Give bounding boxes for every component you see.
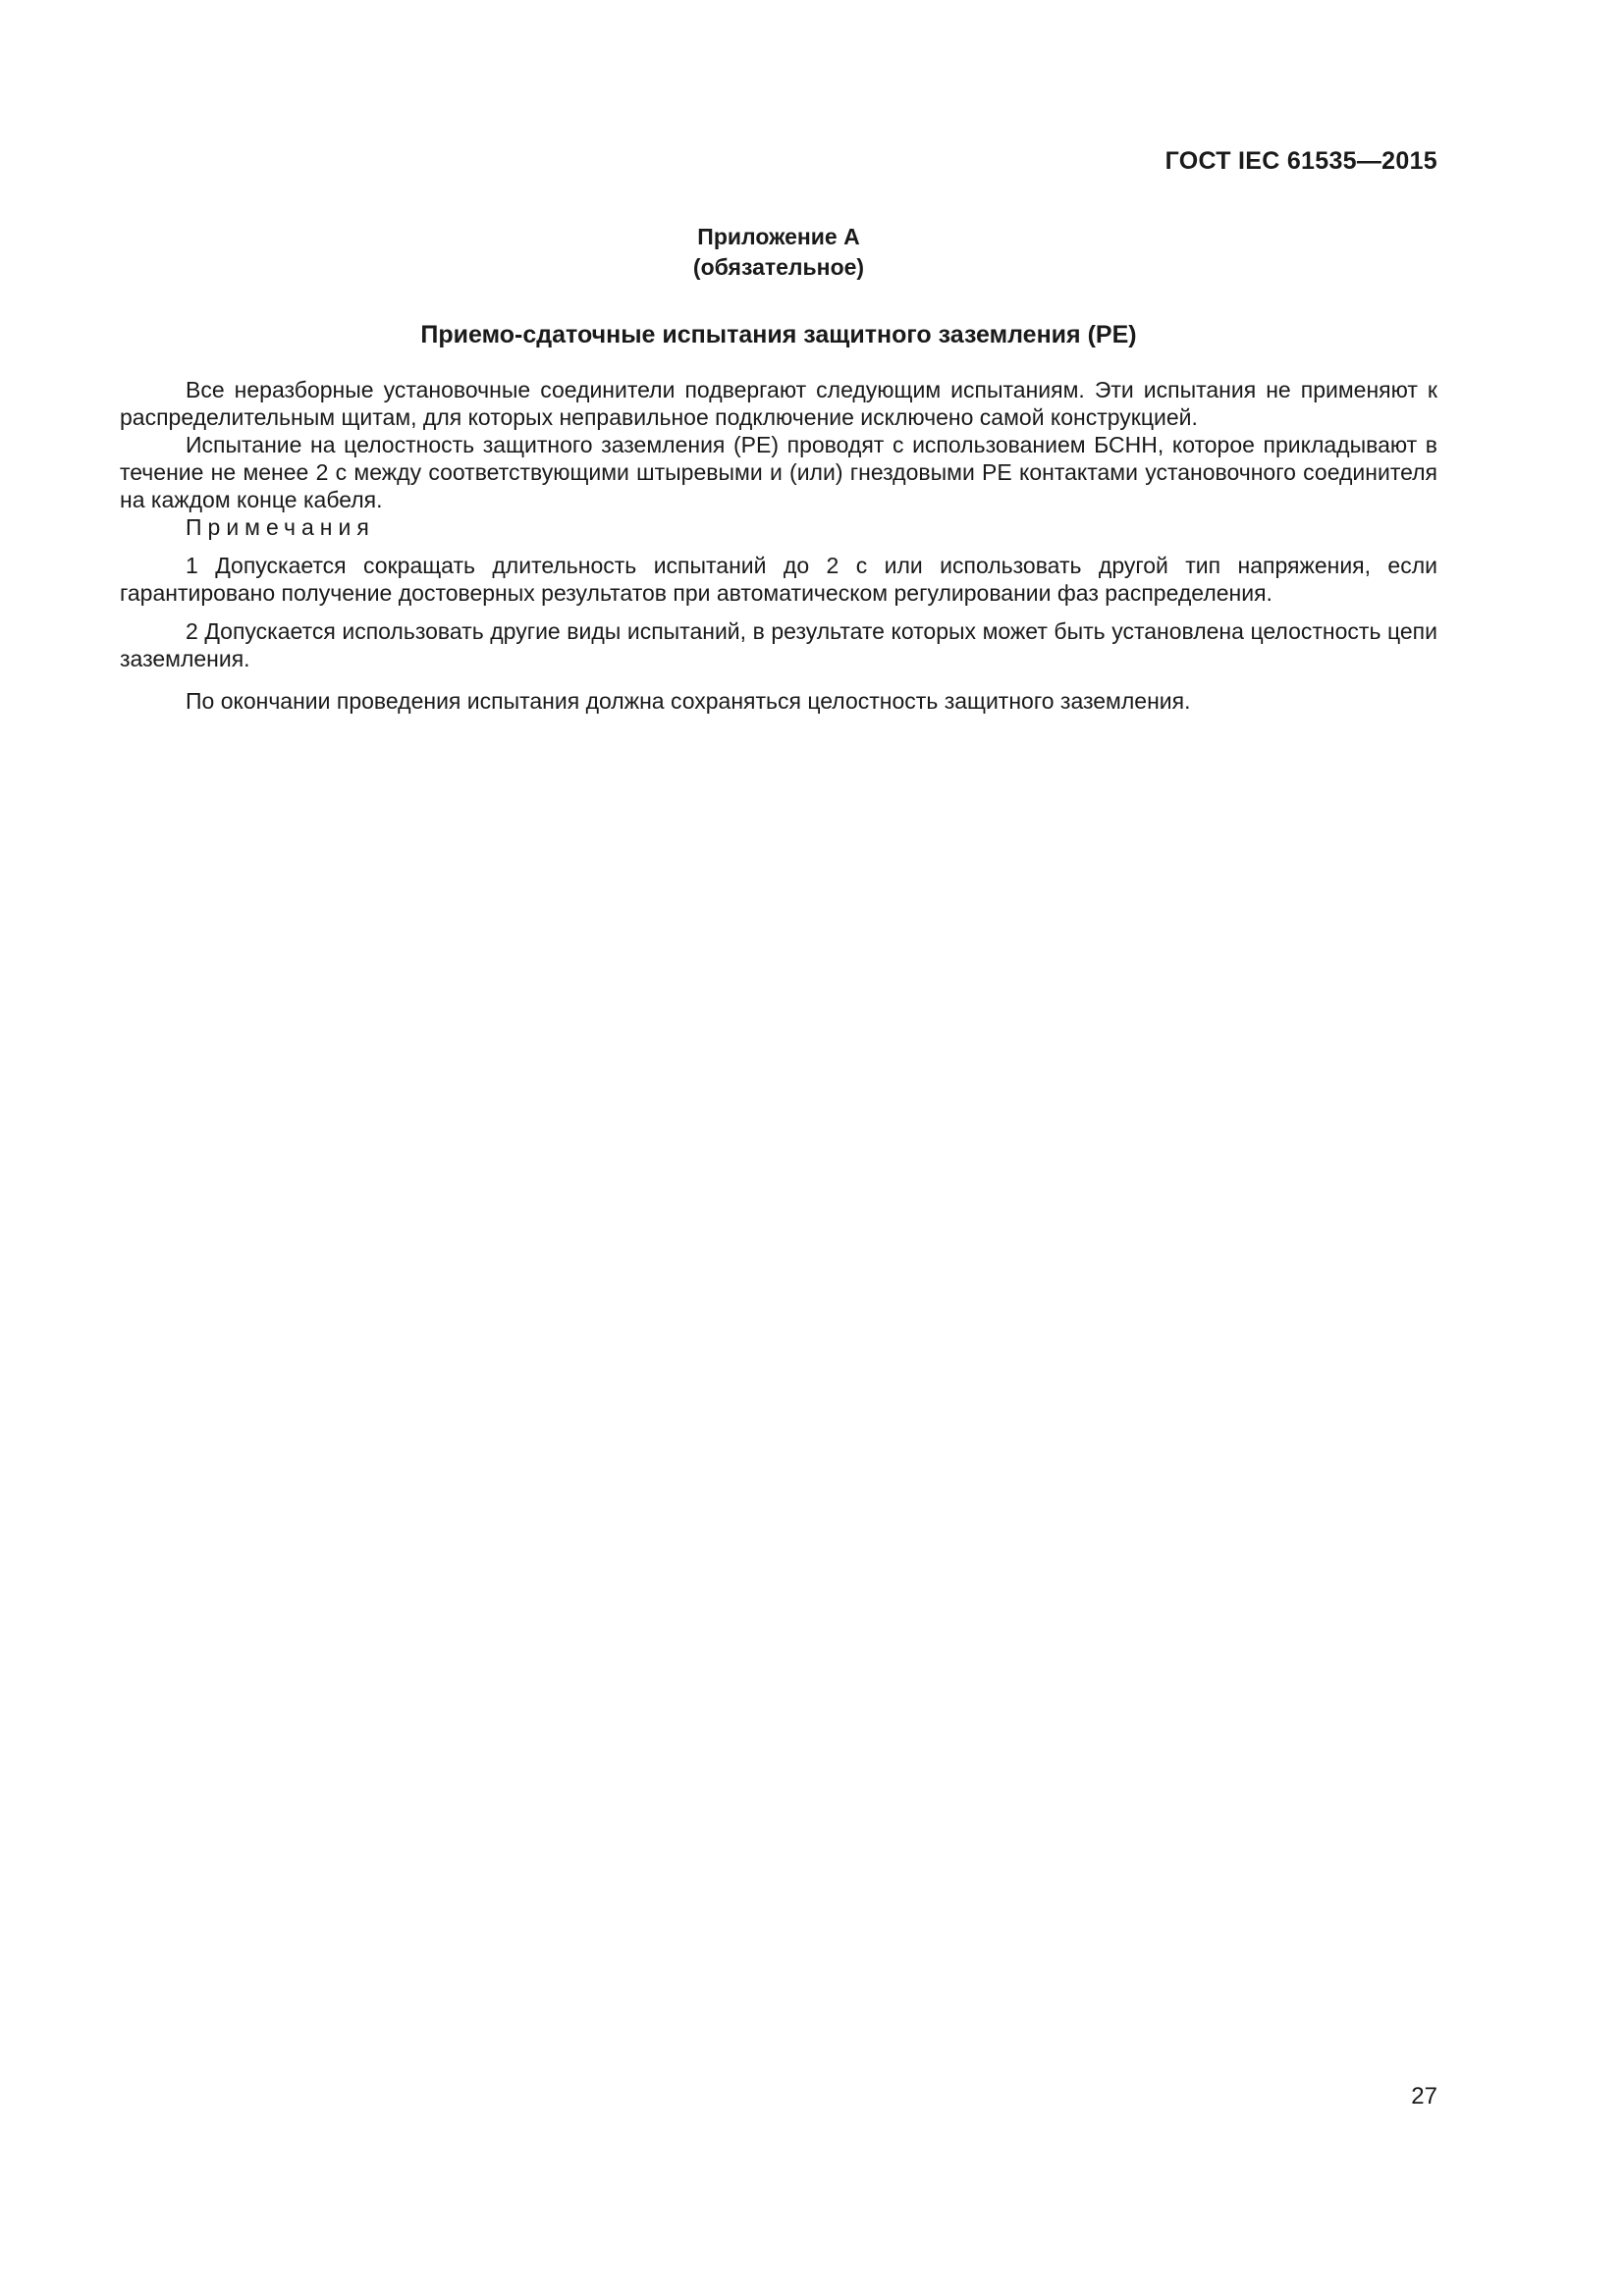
standard-id: ГОСТ IEC 61535—2015 bbox=[1164, 147, 1437, 175]
annex-status: (обязательное) bbox=[692, 254, 865, 280]
note-2: 2 Допускается использовать другие виды испытаний, в результате которых может быть установлена целостность цепи заземления. bbox=[120, 618, 1437, 671]
section-title: Приемо-сдаточные испытания защитного заземления (РЕ) bbox=[420, 321, 1137, 348]
page-number: 27 bbox=[1411, 2083, 1437, 2109]
notes-heading: Примечания bbox=[186, 514, 375, 540]
page-content bbox=[120, 222, 1437, 715]
annex-title: Приложение А bbox=[697, 224, 860, 249]
paragraph-1: Все неразборные установочные соединители подвергают следующим испытаниям. Эти испытания не применяют к распределительным щитам, для которых неправильное подключение исключено самой конструкцией. bbox=[120, 377, 1437, 430]
paragraph-3: По окончании проведения испытания должна сохраняться целостность защитного заземления. bbox=[186, 688, 1191, 714]
note-1: 1 Допускается сокращать длительность испытаний до 2 с или использовать другой тип напряжения, если гарантировано получение достоверных результатов при автоматическом регулировании фаз распределения. bbox=[120, 553, 1437, 606]
paragraph-2: Испытание на целостность защитного заземления (РЕ) проводят с использованием БСНН, которое прикладывают в течение не менее 2 с между соответствующими штыревыми и (или) гнездовыми РЕ контактами установочного соединителя на каждом конце кабеля. bbox=[120, 432, 1437, 512]
